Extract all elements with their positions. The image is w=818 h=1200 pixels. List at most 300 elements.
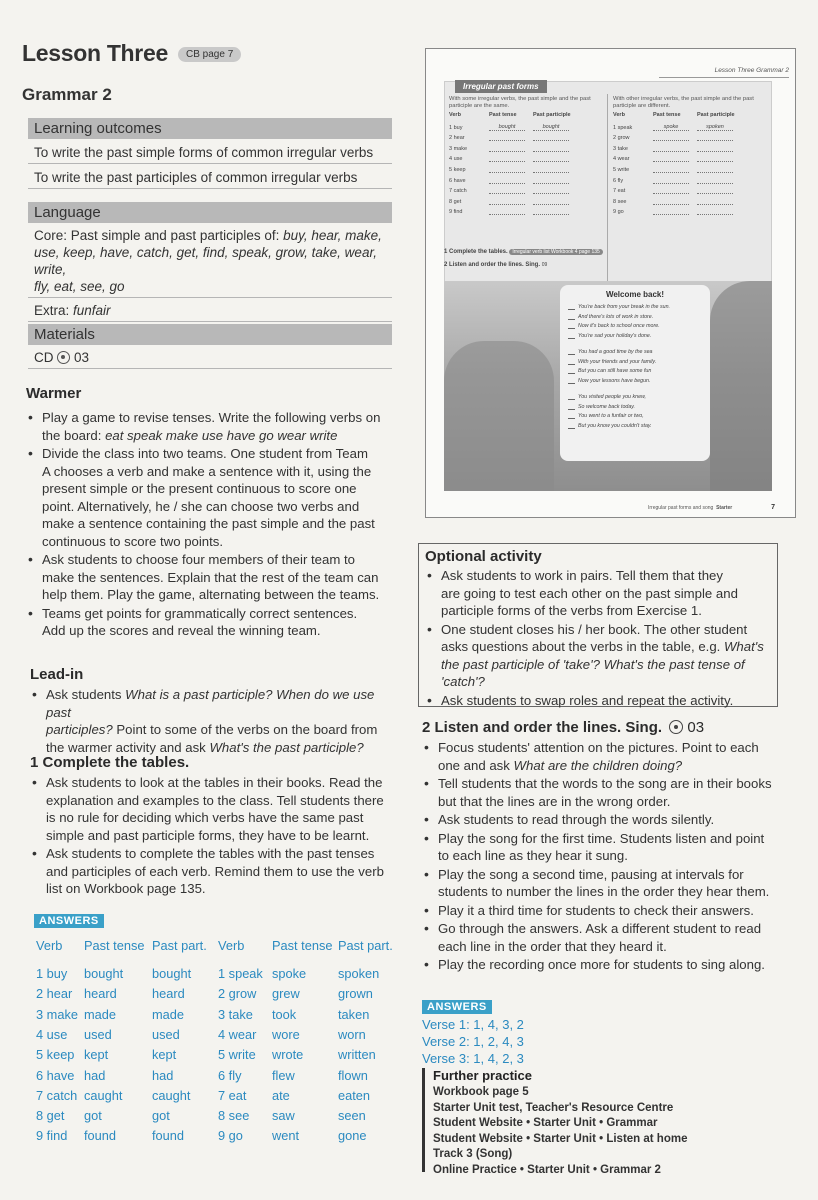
materials-cd bbox=[28, 345, 392, 369]
answers-cell-left-8-2: found bbox=[152, 1128, 185, 1144]
irr-blank bbox=[653, 193, 689, 194]
irr-left-intro: With some irregular verbs, the past simple and the past participle are the same. bbox=[449, 96, 591, 109]
book-page-number: 7 bbox=[771, 504, 775, 511]
answers-cell-right-5-2: flown bbox=[338, 1067, 368, 1083]
song-line bbox=[568, 322, 710, 332]
ls-bullet-7 bbox=[422, 920, 794, 955]
opt-b1-l1: • Ask students to work in pairs. Tell them that they bbox=[441, 568, 723, 583]
verse-answer-2: Verse 2: 1, 2, 4, 3 bbox=[422, 1034, 524, 1049]
irr-verb: 3 make bbox=[449, 145, 468, 152]
answers-cell-right-3-1: wore bbox=[272, 1026, 300, 1042]
answers-badge: ANSWERS bbox=[34, 914, 104, 928]
warmer-b2-l6: continuous to score two points. bbox=[42, 533, 224, 549]
ls-b4-l1: • Play the song for the first time. Students listen and point bbox=[438, 830, 765, 846]
answers-cell-left-8-0: 9 find bbox=[36, 1128, 68, 1144]
answers-header-1: Past tense bbox=[84, 938, 145, 953]
irr-blank bbox=[697, 151, 733, 152]
irr-verb: 1 speak bbox=[613, 124, 633, 131]
irr-verb: 4 wear bbox=[613, 156, 630, 163]
irr-row bbox=[613, 184, 767, 195]
opt-b2-l3-italic: the past participle of 'take'? What's the past tense of 'catch'? bbox=[441, 656, 745, 689]
further-practice-heading: Further practice bbox=[433, 1068, 532, 1083]
irr-blank bbox=[489, 193, 525, 194]
children-illustration-left bbox=[444, 341, 554, 491]
answers-cell-right-3-2: worn bbox=[338, 1026, 366, 1042]
song-line-text: You're sad your holiday's done. bbox=[578, 332, 652, 339]
warmer-b2-l3: present simple or the present continuous to score one bbox=[42, 481, 357, 496]
optional-activity-box bbox=[418, 543, 778, 707]
complete-tables-bullet-1 bbox=[30, 774, 400, 844]
irr-row bbox=[613, 205, 767, 216]
language-core-verbs-2: use, keep, have, catch, get, find, speak, grow, take, wear, write, bbox=[34, 245, 377, 277]
answers-cell-right-0-1: spoke bbox=[272, 966, 307, 981]
warmer-bullet-2 bbox=[26, 445, 396, 550]
ls-b7-l2: each line in the order that they heard it. bbox=[438, 938, 667, 954]
song-line-text: Now your lessons have begun. bbox=[578, 377, 651, 384]
irr-row bbox=[449, 162, 603, 173]
irr-row bbox=[613, 152, 767, 163]
learning-outcomes-box bbox=[28, 118, 392, 189]
answers-cell-right-4-2: written bbox=[338, 1047, 376, 1063]
answers-header-3: Verb bbox=[218, 938, 245, 953]
opt-b1-l3: participle forms of the verbs from Exercise 1. bbox=[441, 603, 702, 618]
fp-student-website-grammar[interactable]: Student Website • Starter Unit • Grammar bbox=[433, 1117, 658, 1129]
opt-b2-prefix: asks questions about the verbs in the table, e.g. bbox=[441, 639, 724, 654]
answers-header-5: Past part. bbox=[338, 938, 393, 953]
irr-blank bbox=[653, 214, 689, 215]
irr-verb: 6 have bbox=[449, 177, 466, 184]
irregular-forms-box bbox=[444, 81, 772, 287]
answers-cell-left-1-2: heard bbox=[152, 986, 185, 1002]
irr-blank bbox=[697, 204, 733, 205]
warmer-b2-l4: point. Alternatively, he / she can choose two verbs and bbox=[42, 498, 360, 514]
song-line-blank bbox=[568, 354, 575, 355]
song-line-text: But you can still have some fun bbox=[578, 368, 652, 374]
complete-tables-bullet-2 bbox=[30, 845, 400, 898]
answers-cell-right-7-2: seen bbox=[338, 1108, 366, 1124]
answers-cell-right-6-0: 7 eat bbox=[218, 1087, 247, 1103]
irr-blank bbox=[697, 161, 733, 162]
answers-cell-right-4-0: 5 write bbox=[218, 1047, 256, 1063]
answers-cell-left-7-2: got bbox=[152, 1108, 170, 1124]
ct-b2-l3: list on Workbook page 135. bbox=[46, 881, 206, 896]
verse-answers-badge: ANSWERS bbox=[422, 1000, 492, 1014]
warmer-b4-l2: Add up the scores and reveal the winning team. bbox=[42, 623, 321, 638]
warmer-b2-l2: A chooses a verb and make a sentence with it, using the bbox=[42, 463, 372, 479]
book-header-text: Lesson Three Grammar 2 bbox=[714, 67, 789, 74]
listen-sing-track: 03 bbox=[687, 719, 705, 736]
opt-b2-italic: What's bbox=[723, 639, 764, 654]
warmer-section bbox=[26, 385, 396, 640]
answers-cell-left-1-0: 2 hear bbox=[36, 986, 73, 1002]
answers-cell-right-0-2: spoken bbox=[338, 966, 380, 981]
children-illustration-right bbox=[710, 281, 772, 491]
book-ex1-tag: Irregular verb list Workbook 4 page 135 bbox=[509, 249, 602, 255]
song-line-text: Now it's back to school once more. bbox=[578, 323, 660, 329]
irr-right-heads bbox=[613, 112, 767, 118]
book-footer-starter: Starter bbox=[716, 505, 733, 511]
ls-b1-prefix: one and ask bbox=[438, 757, 514, 773]
song-verse3 bbox=[568, 393, 710, 431]
song-line bbox=[568, 348, 710, 358]
answers-cell-right-1-2: grown bbox=[338, 986, 373, 1002]
answers-cell-left-5-1: had bbox=[84, 1067, 106, 1083]
lead-in-l1 bbox=[46, 686, 400, 721]
answers-cell-right-7-1: saw bbox=[272, 1108, 295, 1124]
opt-bullet-2 bbox=[425, 621, 773, 691]
listen-sing-heading-text: 2 Listen and order the lines. Sing. bbox=[422, 719, 663, 736]
ls-b7-l1: • Go through the answers. Ask a different student to read bbox=[438, 921, 762, 936]
song-line-text: And there's lots of work in store. bbox=[578, 313, 654, 320]
ls-b5-l2: students to number the lines in the order they hear them. bbox=[438, 884, 770, 899]
irr-blank bbox=[653, 161, 689, 162]
song-line-blank bbox=[568, 364, 575, 365]
book-ex1-text: 1 Complete the tables. bbox=[444, 249, 508, 255]
answers-cell-right-6-2: eaten bbox=[338, 1087, 371, 1103]
warmer-b2-l5: make a sentence containing the past simple and the past bbox=[42, 516, 375, 531]
irr-blank: bought bbox=[533, 124, 569, 131]
listen-sing-section bbox=[422, 719, 794, 974]
irr-blank bbox=[489, 140, 525, 141]
language-extra-value: funfair bbox=[73, 303, 111, 318]
irr-row bbox=[613, 173, 767, 184]
book-ex2-track: 09 bbox=[541, 262, 548, 268]
opt-b2-l2 bbox=[441, 638, 773, 656]
warmer-b3-l1: • Ask students to choose four members of their team to bbox=[42, 552, 355, 567]
lead-in-heading: Lead-in bbox=[30, 666, 84, 683]
song-title: Welcome back! bbox=[605, 290, 665, 299]
answers-header-2: Past part. bbox=[152, 938, 207, 953]
song-line bbox=[568, 332, 710, 342]
irr-blank bbox=[533, 204, 569, 205]
answers-cell-right-6-1: ate bbox=[272, 1087, 290, 1103]
warmer-b3-l3: help them. Play the game, alternating between the teams. bbox=[42, 587, 380, 602]
song-line bbox=[568, 358, 710, 368]
materials-heading: Materials bbox=[28, 324, 392, 345]
learning-outcome-1: To write the past simple forms of common irregular verbs bbox=[28, 139, 392, 164]
warmer-b3-l2: make the sentences. Explain that the rest of the team can bbox=[42, 569, 379, 585]
warmer-b1-prefix: the board: bbox=[42, 427, 106, 443]
ls-bullet-6 bbox=[422, 902, 794, 920]
song-illustration bbox=[444, 281, 772, 491]
opt-b1-l2: are going to test each other on the past simple and bbox=[441, 585, 738, 601]
irr-blank bbox=[697, 214, 733, 215]
song-line-blank bbox=[568, 373, 575, 374]
irr-row bbox=[613, 162, 767, 173]
answers-cell-left-0-2: bought bbox=[152, 966, 192, 981]
lesson-title: Lesson Three bbox=[22, 40, 168, 66]
answers-cell-left-2-1: made bbox=[84, 1006, 117, 1022]
fp-online-practice[interactable]: Online Practice • Starter Unit • Grammar 2 bbox=[433, 1163, 661, 1176]
song-line-text: You went to a funfair or two, bbox=[578, 413, 644, 419]
irr-row bbox=[449, 131, 603, 142]
listen-sing-heading bbox=[422, 719, 794, 736]
optional-activity-heading: Optional activity bbox=[425, 548, 542, 565]
song-line-blank bbox=[568, 418, 575, 419]
song-line-blank bbox=[568, 409, 575, 410]
cb-page-badge: CB page 7 bbox=[178, 47, 241, 62]
ls-b2-l2: but that the lines are in the wrong order. bbox=[438, 793, 671, 809]
irr-blank bbox=[653, 204, 689, 205]
irr-blank bbox=[533, 183, 569, 184]
opt-b2-l1: • One student closes his / her book. The other student bbox=[441, 621, 748, 637]
song-line bbox=[568, 367, 710, 377]
lead-in-section bbox=[30, 666, 400, 756]
song-line-blank bbox=[568, 338, 575, 339]
answers-cell-right-5-1: flew bbox=[272, 1067, 295, 1083]
ls-b8-l1: • Play the recording once more for students to sing along. bbox=[438, 957, 765, 972]
answers-cell-left-2-0: 3 make bbox=[36, 1006, 78, 1022]
song-line-text: With your friends and your family. bbox=[578, 358, 657, 365]
answers-cell-left-4-1: kept bbox=[84, 1047, 109, 1063]
warmer-b1-line1: • Play a game to revise tenses. Write the following verbs on bbox=[42, 410, 381, 425]
irr-blank: spoke bbox=[653, 124, 689, 131]
ct-b1-l1: • Ask students to look at the tables in their books. Read the bbox=[46, 775, 383, 790]
irr-blank bbox=[697, 172, 733, 173]
answers-cell-left-4-0: 5 keep bbox=[36, 1047, 75, 1063]
song-verses bbox=[560, 303, 710, 431]
answers-cell-right-2-2: taken bbox=[338, 1006, 370, 1022]
fp-student-website-listen[interactable]: Student Website • Starter Unit • Listen at home Track 3 (Song) bbox=[433, 1132, 688, 1160]
ls-bullet-2 bbox=[422, 775, 794, 810]
irr-right-table bbox=[613, 112, 767, 215]
irr-verb: 8 get bbox=[449, 198, 462, 205]
book-ex2-text: 2 Listen and order the lines. Sing. bbox=[444, 262, 541, 268]
irr-verb: 1 buy bbox=[449, 124, 463, 131]
irr-col-head: Verb bbox=[613, 112, 625, 118]
learning-outcome-2: To write the past participles of common irregular verbs bbox=[28, 164, 392, 189]
warmer-b4-l1: • Teams get points for grammatically correct sentences. bbox=[42, 605, 358, 621]
answers-cell-right-4-1: wrote bbox=[272, 1047, 304, 1063]
opt-b3-l1: • Ask students to swap roles and repeat the activity. bbox=[441, 692, 734, 708]
further-practice-box bbox=[422, 1068, 702, 1176]
song-line-text: You had a good time by the sea bbox=[578, 349, 653, 355]
answers-cell-left-0-1: bought bbox=[84, 966, 124, 981]
irr-blank bbox=[653, 172, 689, 173]
answers-cell-left-5-2: had bbox=[152, 1067, 174, 1083]
cd-icon bbox=[57, 351, 70, 364]
lead-in-l2-rest: Point to some of the verbs on the board from bbox=[112, 722, 378, 737]
irr-verb: 7 catch bbox=[449, 188, 467, 195]
learning-outcomes-heading: Learning outcomes bbox=[28, 118, 392, 139]
irr-blank bbox=[489, 161, 525, 162]
irr-row bbox=[449, 205, 603, 216]
lead-in-l2-italic: participles? bbox=[46, 722, 113, 737]
song-line bbox=[568, 303, 710, 313]
irr-blank bbox=[489, 214, 525, 215]
irr-verb: 9 find bbox=[449, 209, 463, 216]
cd-track: 03 bbox=[74, 350, 90, 365]
song-line-text: So welcome back today. bbox=[578, 403, 636, 410]
irr-row bbox=[449, 152, 603, 163]
book-footer-text: Irregular past forms and song bbox=[648, 505, 714, 511]
lead-in-l2 bbox=[46, 721, 400, 739]
song-line-blank bbox=[568, 428, 575, 429]
irregular-forms-title: Irregular past forms bbox=[455, 80, 547, 93]
complete-tables-heading: 1 Complete the tables. bbox=[30, 754, 190, 771]
irr-blank: spoken bbox=[697, 124, 733, 131]
irr-blank bbox=[533, 172, 569, 173]
irr-blank bbox=[653, 140, 689, 141]
opt-bullet-1 bbox=[425, 567, 773, 620]
fp-workbook[interactable]: Workbook page 5 bbox=[433, 1086, 529, 1098]
lead-in-l3-prefix: the warmer activity and ask bbox=[46, 739, 210, 755]
answers-cell-right-1-1: grew bbox=[272, 986, 300, 1002]
irr-verb: 6 fly bbox=[613, 177, 624, 184]
answers-cell-right-2-1: took bbox=[272, 1006, 297, 1022]
ls-b1-l1: • Focus students' attention on the pictures. Point to each bbox=[438, 740, 759, 755]
ls-b4-l2: to each line as they hear it sung. bbox=[438, 848, 628, 863]
irr-row bbox=[613, 120, 767, 131]
irr-col-head: Past participle bbox=[533, 112, 571, 118]
fp-unit-test[interactable]: Starter Unit test, Teacher's Resource Centre bbox=[433, 1101, 674, 1114]
irr-blank bbox=[653, 151, 689, 152]
language-extra-prefix: Extra: bbox=[34, 303, 74, 318]
optional-activity-bullets bbox=[419, 567, 777, 709]
answers-cell-left-1-1: heard bbox=[84, 986, 117, 1002]
answers-cell-right-7-0: 8 see bbox=[218, 1108, 250, 1124]
irr-verb: 2 grow bbox=[613, 135, 630, 142]
ls-bullet-4 bbox=[422, 830, 794, 865]
irr-row bbox=[449, 141, 603, 152]
answers-cell-right-5-0: 6 fly bbox=[218, 1067, 242, 1083]
opt-b2-l3 bbox=[441, 656, 773, 691]
irr-blank bbox=[697, 183, 733, 184]
irr-blank bbox=[533, 193, 569, 194]
song-line-text: You're back from your break in the sun. bbox=[578, 304, 670, 310]
warmer-bullet-3 bbox=[26, 551, 396, 604]
book-ex1 bbox=[444, 249, 603, 255]
language-core-prefix: Core: Past simple and past participles of: bbox=[34, 228, 284, 243]
answers-cell-left-4-2: kept bbox=[152, 1047, 177, 1063]
answers-header-0: Verb bbox=[36, 938, 63, 953]
answers-header-4: Past tense bbox=[272, 938, 333, 953]
irr-blank bbox=[697, 193, 733, 194]
song-line bbox=[568, 412, 710, 422]
song-line-text: You visited people you knew, bbox=[578, 394, 647, 400]
song-lyrics-panel bbox=[560, 285, 710, 461]
irr-left-table bbox=[449, 112, 603, 215]
coursebook-page-image bbox=[425, 48, 796, 518]
verse-answer-1: Verse 1: 1, 4, 3, 2 bbox=[422, 1017, 524, 1032]
irr-col-head: Verb bbox=[449, 112, 461, 118]
irr-verb: 5 write bbox=[613, 166, 630, 173]
answers-cell-left-3-2: used bbox=[152, 1026, 180, 1042]
song-line bbox=[568, 377, 710, 387]
ls-b5-l1: • Play the song a second time, pausing at intervals for bbox=[438, 866, 744, 882]
irr-row bbox=[613, 194, 767, 205]
answers-cell-left-6-1: caught bbox=[84, 1087, 123, 1103]
irr-blank bbox=[653, 183, 689, 184]
song-line bbox=[568, 393, 710, 403]
irr-col-head: Past tense bbox=[653, 112, 681, 118]
ct-b1-l4: simple and past participle forms, they have to be learnt. bbox=[46, 827, 370, 843]
opt-bullet-3 bbox=[425, 692, 773, 710]
irr-blank bbox=[697, 140, 733, 141]
book-ex2 bbox=[444, 262, 547, 268]
song-line-text: But you know you couldn't stay. bbox=[578, 422, 652, 429]
irr-col-head: Past participle bbox=[697, 112, 735, 118]
irr-blank bbox=[533, 161, 569, 162]
irr-verb: 8 see bbox=[613, 198, 627, 205]
irr-verb: 2 hear bbox=[449, 135, 465, 142]
irr-blank bbox=[489, 151, 525, 152]
book-footer bbox=[648, 505, 732, 511]
irr-blank bbox=[533, 140, 569, 141]
answers-cell-right-8-0: 9 go bbox=[218, 1128, 243, 1144]
ct-b2-l1: • Ask students to complete the tables with the past tenses bbox=[46, 846, 375, 861]
answers-cell-right-1-0: 2 grow bbox=[218, 986, 257, 1002]
language-heading: Language bbox=[28, 202, 392, 223]
language-core-verbs-3: fly, eat, see, go bbox=[34, 279, 125, 294]
ct-b1-l2: explanation and examples to the class. Tell students there bbox=[46, 792, 384, 808]
ct-b2-l2: and participles of each verb. Remind them to use the verb bbox=[46, 863, 384, 879]
answers-cell-left-0-0: 1 buy bbox=[36, 966, 68, 981]
irr-row bbox=[449, 184, 603, 195]
grammar-title: Grammar 2 bbox=[22, 85, 112, 104]
irr-row bbox=[613, 141, 767, 152]
language-extra bbox=[28, 298, 392, 322]
song-line-blank bbox=[568, 383, 575, 384]
ls-bullet-5 bbox=[422, 866, 794, 901]
irr-row bbox=[449, 194, 603, 205]
song-line-blank bbox=[568, 399, 575, 400]
answers-cell-left-6-0: 7 catch bbox=[36, 1087, 78, 1103]
verse-answer-3: Verse 3: 1, 4, 2, 3 bbox=[422, 1051, 524, 1066]
song-line-blank bbox=[568, 319, 575, 320]
ct-b1-l3: is no rule for deciding which verbs have the same past bbox=[46, 810, 364, 825]
warmer-heading: Warmer bbox=[26, 385, 82, 402]
lead-in-l1-italic: What is a past participle? When do we use past bbox=[46, 687, 375, 720]
answers-cell-left-7-0: 8 get bbox=[36, 1108, 65, 1124]
answers-cell-right-8-2: gone bbox=[338, 1128, 367, 1144]
song-line-blank bbox=[568, 309, 575, 310]
irr-divider bbox=[607, 94, 608, 282]
lead-in-l3-italic: What's the past participle? bbox=[209, 739, 364, 755]
ls-b1-l2 bbox=[438, 757, 794, 775]
answers-cell-right-0-0: 1 speak bbox=[218, 966, 263, 981]
verse-answers bbox=[422, 1016, 524, 1067]
song-line bbox=[568, 313, 710, 323]
warmer-b1-verbs: eat speak make use have go wear write bbox=[105, 427, 338, 443]
language-core bbox=[28, 223, 392, 298]
answers-cell-right-3-0: 4 wear bbox=[218, 1026, 257, 1042]
warmer-bullet-4 bbox=[26, 605, 396, 640]
irr-col-head: Past tense bbox=[489, 112, 517, 118]
answers-cell-left-6-2: caught bbox=[152, 1087, 191, 1103]
ls-bullet-8 bbox=[422, 956, 794, 974]
complete-tables-section bbox=[30, 754, 400, 898]
irr-row bbox=[449, 173, 603, 184]
irr-verb: 5 keep bbox=[449, 166, 466, 173]
irr-verb: 9 go bbox=[613, 209, 624, 216]
lead-in-l1-prefix: Ask students bbox=[46, 687, 126, 702]
irr-verb: 7 eat bbox=[613, 188, 626, 195]
ls-b1-italic: What are the children doing? bbox=[513, 757, 683, 773]
language-core-verbs-1: buy, hear, make, bbox=[283, 228, 382, 243]
song-line bbox=[568, 403, 710, 413]
materials-box bbox=[28, 324, 392, 369]
answers-cell-right-8-1: went bbox=[272, 1128, 300, 1144]
ls-b2-l1: • Tell students that the words to the song are in their books bbox=[438, 776, 772, 791]
irr-blank bbox=[489, 183, 525, 184]
ls-b6-l1: • Play it a third time for students to check their answers. bbox=[438, 902, 754, 918]
irr-left-heads bbox=[449, 112, 603, 118]
irr-blank bbox=[489, 172, 525, 173]
irr-blank bbox=[533, 151, 569, 152]
answers-cell-left-7-1: got bbox=[84, 1108, 102, 1124]
book-header bbox=[659, 59, 789, 78]
